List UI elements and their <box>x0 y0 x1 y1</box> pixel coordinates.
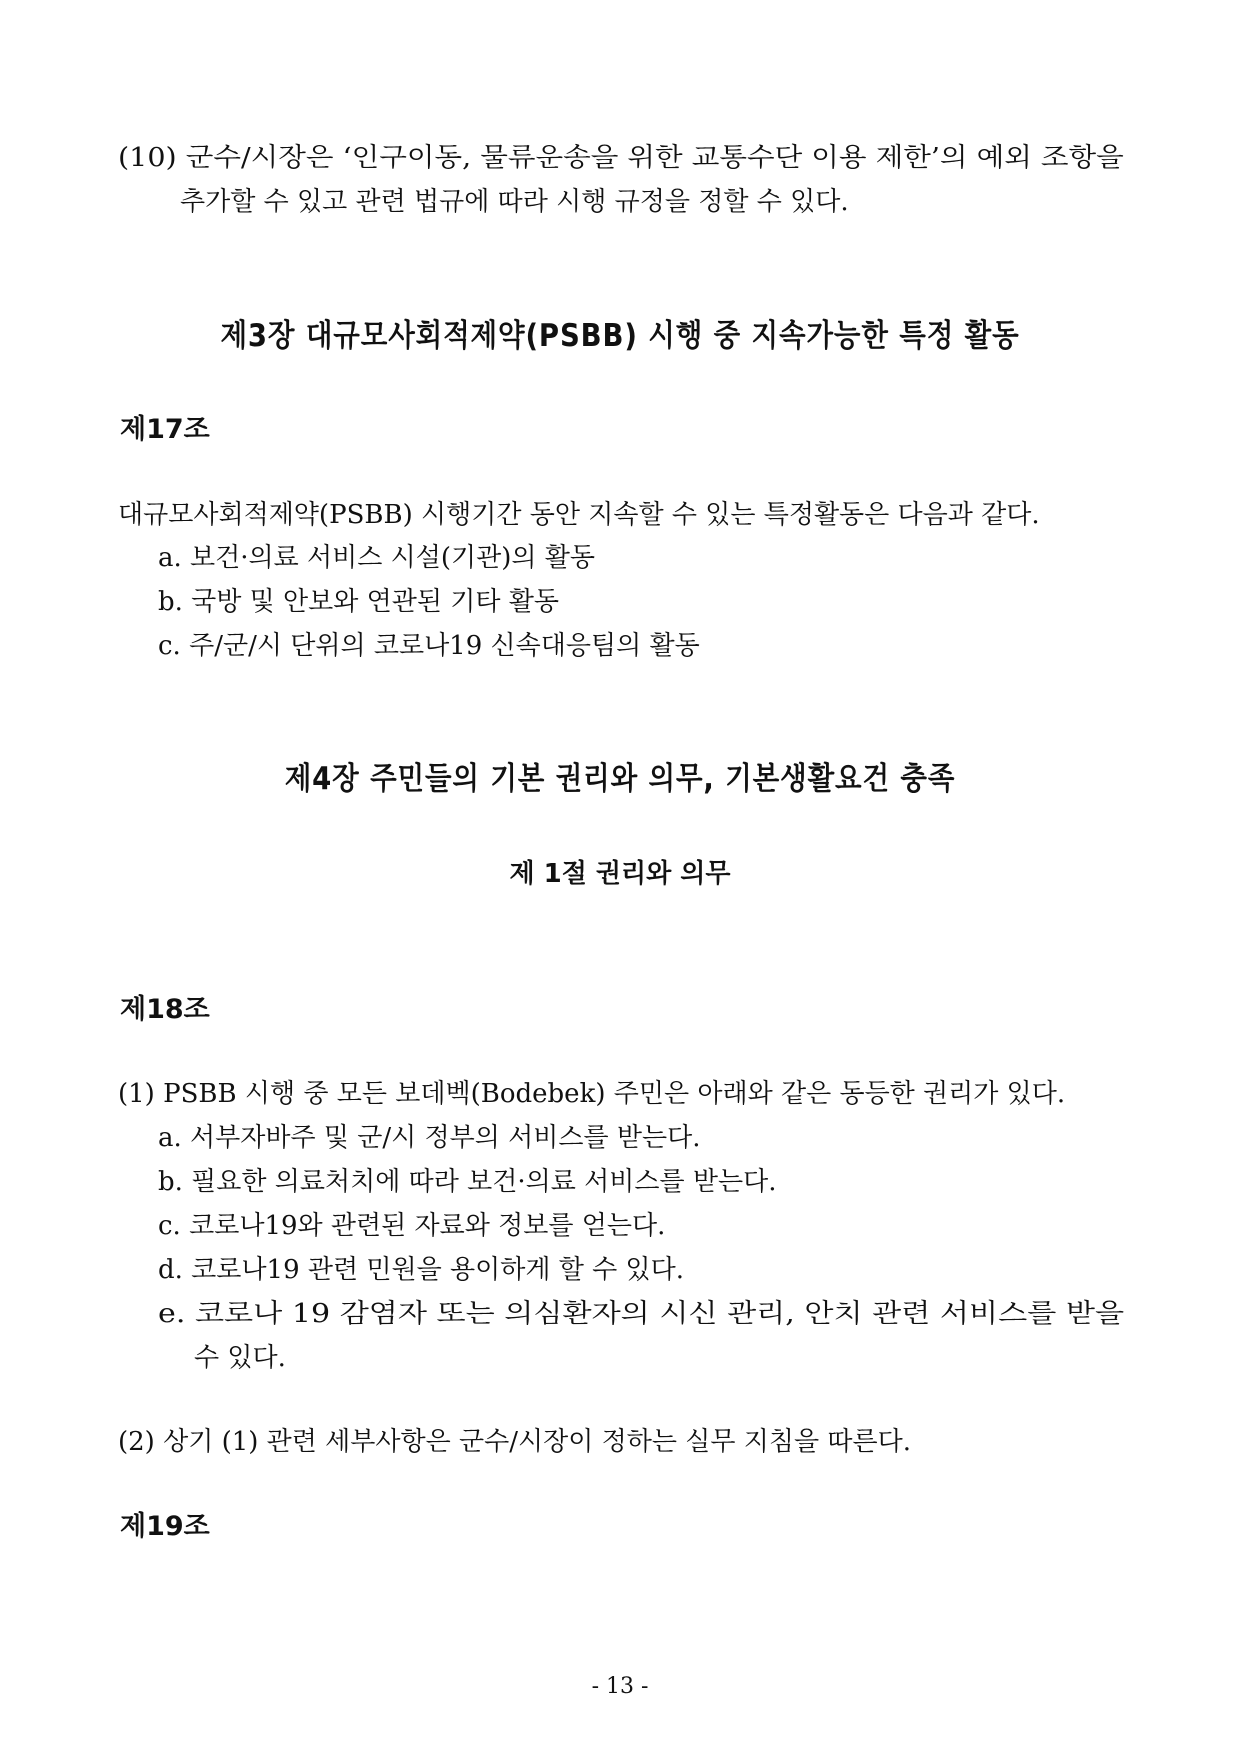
article-17-intro: 대규모사회적제약(PSBB) 시행기간 동안 지속할 수 있는 특정활동은 다음과 같다. <box>118 500 1040 530</box>
article-18-clause-2: (2) 상기 (1) 관련 세부사항은 군수/시장이 정하는 실무 지침을 따른다. <box>118 1427 911 1457</box>
article-17-item-b: b. 국방 및 안보와 연관된 기타 활동 <box>158 587 560 617</box>
article-18-heading: 제18조 <box>120 994 210 1025</box>
article-18-clause-1: (1) PSBB 시행 중 모든 보데벡(Bodebek) 주민은 아래와 같은 동등한 권리가 있다. <box>118 1079 1066 1109</box>
article-18-item-d: d. 코로나19 관련 민원을 용이하게 할 수 있다. <box>158 1255 684 1285</box>
clause-10-line-2: 추가할 수 있고 관련 법규에 따라 시행 규정을 정할 수 있다. <box>180 187 849 217</box>
chapter-4-title: 제4장 주민들의 기본 권리와 의무, 기본생활요건 충족 <box>284 761 956 797</box>
article-18-item-b: b. 필요한 의료처치에 따라 보건·의료 서비스를 받는다. <box>158 1167 777 1197</box>
article-17-heading: 제17조 <box>120 414 210 445</box>
clause-10-line-1: (10) 군수/시장은 ‘인구이동, 물류운송을 위한 교통수단 이용 제한’의 예외 조항을 <box>118 143 1124 173</box>
chapter-3-title: 제3장 대규모사회적제약(PSBB) 시행 중 지속가능한 특정 활동 <box>220 318 1020 354</box>
article-18-item-e-line-2: 수 있다. <box>194 1343 286 1373</box>
article-18-item-a: a. 서부자바주 및 군/시 정부의 서비스를 받는다. <box>158 1123 701 1153</box>
article-17-item-c: c. 주/군/시 단위의 코로나19 신속대응팀의 활동 <box>158 631 700 661</box>
article-18-item-c: c. 코로나19와 관련된 자료와 정보를 얻는다. <box>158 1211 666 1241</box>
section-1-title: 제 1절 권리와 의무 <box>509 859 731 889</box>
page-number: - 13 - <box>591 1674 649 1699</box>
article-17-item-a: a. 보건·의료 서비스 시설(기관)의 활동 <box>158 543 596 573</box>
article-19-heading: 제19조 <box>120 1511 210 1542</box>
article-18-item-e-line-1: e. 코로나 19 감염자 또는 의심환자의 시신 관리, 안치 관련 서비스를 받을 <box>158 1299 1125 1329</box>
